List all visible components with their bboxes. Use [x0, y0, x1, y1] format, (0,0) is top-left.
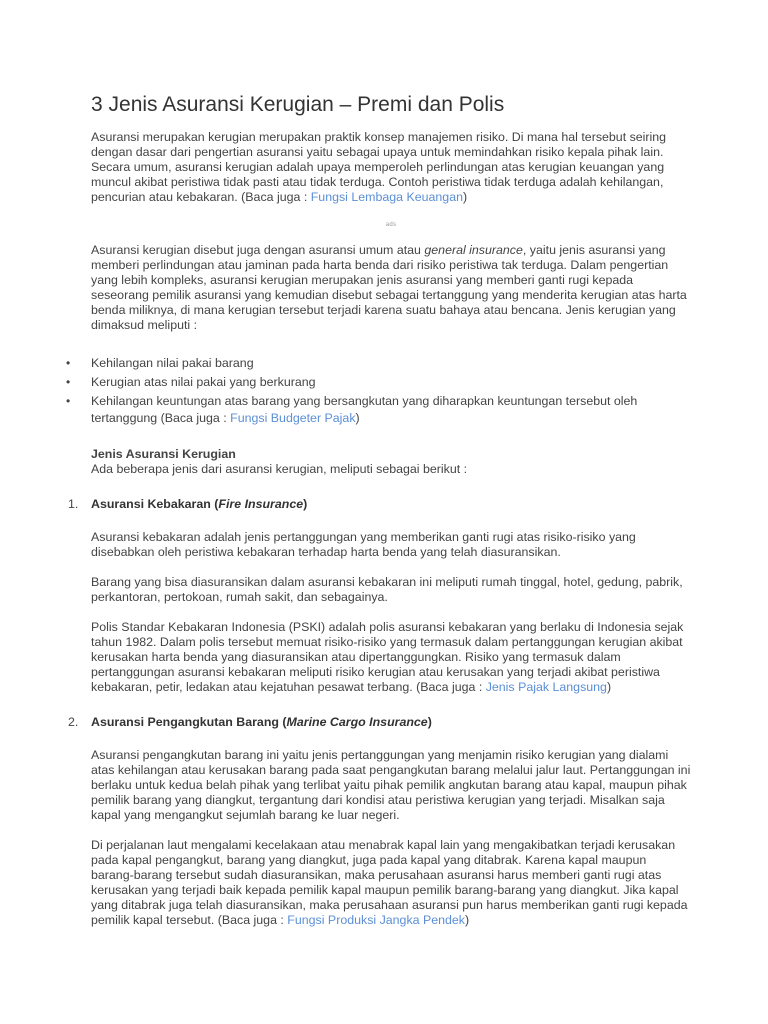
item-1-paragraph-3	[91, 620, 691, 695]
definition-pre: Asuransi kerugian disebut juga dengan asuransi umum atau	[91, 243, 425, 257]
item-paren-close: )	[427, 715, 432, 729]
list-item	[66, 393, 691, 427]
link-jenis-pajak-langsung[interactable]: Jenis Pajak Langsung	[485, 680, 607, 694]
item-name: Asuransi Kebakaran	[91, 497, 211, 511]
bullet-icon: •	[66, 375, 71, 389]
loss-types-list	[66, 355, 691, 427]
list-item	[66, 374, 691, 391]
definition-post: , yaitu jenis asuransi yang memberi perlindungan atau jaminan pada harta benda dari risiko peristiwa tak terduga. Dalam pengertian yang lebih kompleks, asuransi kerugian merupakan jenis asuransi yang memberi ganti rugi kepada seseorang pemilik asuransi yang kemudian disebut sebagai tertanggung yang menderita kerugian atas harta benda miliknya, di mana kerugian tersebut terjadi karena suatu bahaya atau bencana. Jenis kerugian yang dimaksud meliputi :	[91, 243, 687, 332]
link-fungsi-lembaga-keuangan[interactable]: Fungsi Lembaga Keuangan	[310, 190, 463, 204]
section-intro: Ada beberapa jenis dari asuransi kerugian, meliputi sebagai berikut :	[91, 462, 468, 476]
item-number: 2.	[68, 715, 79, 729]
link-fungsi-budgeter-pajak[interactable]: Fungsi Budgeter Pajak	[230, 411, 356, 425]
item-paren-open: (	[278, 715, 287, 729]
item-2-paragraph-2	[91, 838, 691, 928]
list-item-text: Kerugian atas nilai pakai yang berkurang	[91, 375, 316, 389]
definition-paragraph	[91, 243, 691, 333]
item-2-heading	[68, 715, 691, 730]
item-1-paragraph-3-tail: )	[606, 680, 612, 694]
item-1-paragraph-1: Asuransi kebakaran adalah jenis pertanggungan yang memberikan ganti rugi atas risiko-risiko yang disebabkan oleh peristiwa kebakaran terhadap harta benda yang telah diasuransikan.	[91, 530, 636, 559]
item-paren-close: )	[303, 497, 308, 511]
definition-italic: general insurance	[424, 243, 523, 257]
intro-tail: )	[462, 190, 468, 204]
item-2-paragraph-2-tail: )	[465, 913, 470, 927]
item-1-paragraph-3-text: Polis Standar Kebakaran Indonesia (PSKI) adalah polis asuransi kebakaran yang berlaku di Indonesia sejak tahun 1982. Dalam polis tersebut memuat risiko-risiko yang termasuk dalam pertanggungan kerugian akibat kerusakan harta benda yang diasuransikan atau dipertanggungkan. Risiko yang termasuk dalam pertanggungan asuransi kebakaran meliputi risiko kerugian atau kerusakan yang terjadi akibat peristiwa kebakaran, petir, ledakan atau kejatuhan pesawat terbang. (Baca juga :	[91, 620, 684, 694]
intro-text: Asuransi merupakan kerugian merupakan praktik konsep manajemen risiko. Di mana hal tersebut seiring dengan dasar dari pengertian asuransi yaitu sebagai upaya untuk memindahkan risiko kepala pihak lain. Secara umum, asuransi kerugian adalah upaya memperoleh perlindungan atas kerugian keuangan yang muncul akibat peristiwa tidak pasti atau tidak terduga. Contoh peristiwa tidak terduga adalah kehilangan, pencurian atau kebakaran. (Baca juga :	[91, 130, 667, 204]
bullet-icon: •	[66, 356, 71, 370]
item-english-name: Marine Cargo Insurance	[286, 715, 428, 729]
link-fungsi-produksi-jangka-pendek[interactable]: Fungsi Produksi Jangka Pendek	[287, 913, 466, 927]
item-2-paragraph-2-text: Di perjalanan laut mengalami kecelakaan atau menabrak kapal lain yang mengakibatkan terjadi kerusakan pada kapal pengangkut, barang yang diangkut, juga pada kapal yang ditabrak. Karena kapal maupun barang-barang tersebut sudah diasuransikan, maka perusahaan asuransi harus memberi ganti rugi atas kerusakan yang terjadi baik kepada pemilik kapal maupun pemilik barang-barang yang diangkut. Jika kapal yang ditabrak juga telah diasuransikan, maka perusahaan asuransi pun harus memberikan ganti rugi kepada pemilik kapal tersebut. (Baca juga :	[91, 838, 688, 927]
item-1-heading	[68, 497, 691, 512]
ads-label: ads	[385, 222, 397, 228]
item-english-name: Fire Insurance	[218, 497, 304, 511]
item-2-paragraph-1: Asuransi pengangkutan barang ini yaitu jenis pertanggungan yang menjamin risiko kerugian yang dialami atas kehilangan atau kerusakan barang pada saat pengangkutan barang melalui jalur laut. Pertanggungan ini berlaku untuk kedua belah pihak yang terlibat yaitu pihak pemilik angkutan barang atau kapal, maupun pihak pemilik barang yang diangkut, tergantung dari kondisi atau peristiwa kerugian yang terjadi. Misalkan saja kapal yang mengangkut sejumlah barang ke luar negeri.	[91, 748, 691, 822]
article-body	[66, 92, 691, 928]
bullet-icon: •	[66, 394, 71, 408]
list-item-text: Kehilangan nilai pakai barang	[91, 356, 254, 370]
page-title: 3 Jenis Asuransi Kerugian – Premi dan Polis	[91, 93, 505, 116]
item-1-paragraph-2: Barang yang bisa diasuransikan dalam asuransi kebakaran ini meliputi rumah tinggal, hotel, gedung, pabrik, perkantoran, pertokoan, rumah sakit, dan sebagainya.	[91, 575, 683, 604]
item-paren-open: (	[210, 497, 219, 511]
item-name: Asuransi Pengangkutan Barang	[91, 715, 279, 729]
item-number: 1.	[68, 497, 79, 511]
list-item-tail: )	[355, 411, 360, 425]
intro-paragraph	[91, 130, 691, 205]
list-item-text: Kehilangan keuntungan atas barang yang bersangkutan yang diharapkan keuntungan tersebut oleh tertanggung (Baca juga :	[91, 394, 638, 425]
list-item	[66, 355, 691, 372]
section-heading: Jenis Asuransi Kerugian	[91, 447, 236, 461]
